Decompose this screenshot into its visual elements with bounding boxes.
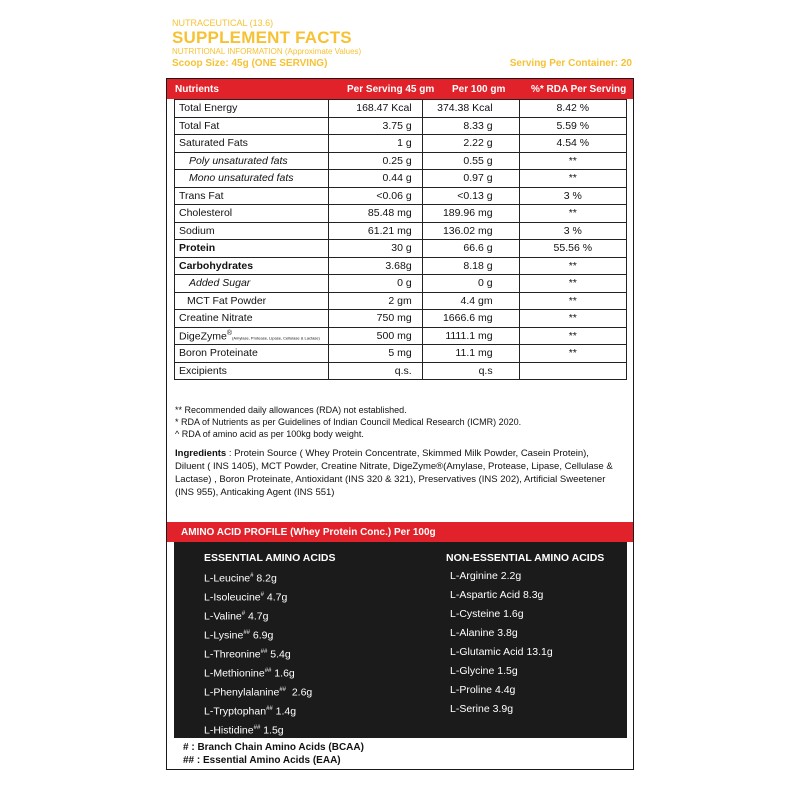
per-100-value: q.s (422, 362, 519, 380)
amino-value: 1.5g (260, 724, 284, 737)
nutrient-name: Total Energy (175, 100, 329, 118)
table-row (175, 240, 627, 258)
amino-name: L-Valine (204, 610, 242, 623)
rda-value: ** (519, 257, 626, 275)
per-serving-value: 61.21 mg (328, 222, 422, 240)
per-serving-value: 2 gm (328, 292, 422, 310)
per-100-value: 1111.1 mg (422, 327, 519, 345)
amino-name: L-Isoleucine (204, 591, 261, 604)
table-row (175, 170, 627, 188)
facts-panel (166, 78, 634, 770)
amino-value: 2.6g (286, 686, 313, 699)
nutrient-name (175, 327, 329, 345)
rda-value: ** (519, 327, 626, 345)
per-serving-value: 0.25 g (328, 152, 422, 170)
rda-value: 3 % (519, 222, 626, 240)
amino-mark: # (241, 611, 246, 617)
nutrient-name: Creatine Nitrate (175, 310, 329, 328)
amino-acid-item (204, 586, 312, 605)
per-serving-value: 168.47 Kcal (328, 100, 422, 118)
amino-acid-item (204, 700, 312, 719)
amino-name: L-Leucine (204, 572, 251, 585)
scoop-size: Scoop Size: 45g (ONE SERVING) (172, 58, 328, 69)
nonessential-list (450, 567, 553, 719)
table-row (175, 345, 627, 363)
per-100-value: 374.38 Kcal (422, 100, 519, 118)
per-100-value: 0.55 g (422, 152, 519, 170)
nutrient-name: MCT Fat Powder (175, 292, 329, 310)
per-serving-value: 750 mg (328, 310, 422, 328)
header-nutrients: Nutrients (175, 84, 219, 95)
per-serving-value: 0.44 g (328, 170, 422, 188)
nutrient-name: Excipients (175, 362, 329, 380)
digezyme-note: (Amylase, Protease, Lipase, Cellulase & Lactase) (232, 335, 320, 340)
amino-acid-block (174, 542, 627, 738)
per-100-value: 8.33 g (422, 117, 519, 135)
rda-value: ** (519, 275, 626, 293)
per-serving-value: 5 mg (328, 345, 422, 363)
amino-acid-item: L-Cysteine 1.6g (450, 608, 524, 620)
table-header (167, 79, 633, 99)
table-row (175, 292, 627, 310)
table-row (175, 275, 627, 293)
nutrient-name: Total Fat (175, 117, 329, 135)
nutrient-name: Boron Proteinate (175, 345, 329, 363)
amino-acid-item: L-Glycine 1.5g (450, 665, 518, 677)
table-row (175, 257, 627, 275)
header-rda: %* RDA Per Serving (531, 84, 627, 95)
rda-value: ** (519, 345, 626, 363)
rda-value: ** (519, 292, 626, 310)
table-row (175, 362, 627, 380)
label-header (172, 18, 632, 69)
servings-per-container: Serving Per Container: 20 (509, 58, 632, 69)
amino-value: 6.9g (250, 629, 274, 642)
rda-value: ** (519, 310, 626, 328)
rda-value: 5.59 % (519, 117, 626, 135)
header-per-100: Per 100 gm (452, 84, 506, 95)
per-100-value: 4.4 gm (422, 292, 519, 310)
amino-name: L-Methionine (204, 667, 265, 680)
rda-value: 4.54 % (519, 135, 626, 153)
per-serving-value: 500 mg (328, 327, 422, 345)
amino-value: 1.6g (271, 667, 295, 680)
amino-acid-item: L-Proline 4.4g (450, 684, 516, 696)
footnote-eaa: ## : Essential Amino Acids (EAA) (183, 755, 341, 766)
note-line: ** Recommended daily allowances (RDA) not established. (175, 405, 407, 415)
note-line: * RDA of Nutrients as per Guidelines of Indian Council Medical Research (ICMR) 2020. (175, 417, 522, 427)
per-serving-value: 85.48 mg (328, 205, 422, 223)
page-title: SUPPLEMENT FACTS (172, 28, 352, 47)
per-100-value: 2.22 g (422, 135, 519, 153)
amino-acid-item (204, 643, 312, 662)
nonessential-heading: NON-ESSENTIAL AMINO ACIDS (446, 552, 605, 564)
nutrient-name: Trans Fat (175, 187, 329, 205)
table-row (175, 327, 627, 345)
table-row (175, 152, 627, 170)
amino-value: 8.2g (253, 572, 277, 585)
amino-name: L-Phenylalanine (204, 686, 280, 699)
amino-acid-item: L-Glutamic Acid 13.1g (450, 646, 553, 658)
footnotes (183, 741, 364, 767)
table-row (175, 187, 627, 205)
subtitle-text: NUTRITIONAL INFORMATION (Approximate Values) (172, 47, 362, 56)
per-100-value: 11.1 mg (422, 345, 519, 363)
amino-name: L-Tryptophan (204, 705, 267, 718)
per-100-value: 8.18 g (422, 257, 519, 275)
amino-value: 4.7g (263, 591, 288, 604)
amino-acid-item: L-Alanine 3.8g (450, 627, 518, 639)
amino-name: L-Lysine (204, 629, 244, 642)
amino-acid-item: L-Arginine 2.2g (450, 570, 522, 582)
amino-value: 4.7g (245, 610, 269, 623)
per-100-value: 1666.6 mg (422, 310, 519, 328)
nutrient-name: Mono unsaturated fats (175, 170, 329, 188)
nutrition-table (174, 99, 627, 380)
nutrient-name: Cholesterol (175, 205, 329, 223)
nutrient-name: Sodium (175, 222, 329, 240)
rda-value: 3 % (519, 187, 626, 205)
ingredients-block (175, 447, 615, 499)
nutrient-name: Added Sugar (175, 275, 329, 293)
per-serving-value: 3.75 g (328, 117, 422, 135)
table-row (175, 310, 627, 328)
amino-mark: # (260, 592, 264, 598)
amino-value: 5.4g (267, 648, 291, 661)
per-100-value: <0.13 g (422, 187, 519, 205)
essential-list (204, 567, 312, 738)
per-serving-value: 1 g (328, 135, 422, 153)
per-serving-value: 30 g (328, 240, 422, 258)
amino-mark: ## (264, 668, 272, 674)
amino-mark: ## (243, 630, 250, 636)
nutrient-name: Saturated Fats (175, 135, 329, 153)
table-row (175, 205, 627, 223)
amino-acid-item: L-Aspartic Acid 8.3g (450, 589, 544, 601)
per-serving-value: 3.68g (328, 257, 422, 275)
rda-value: 8.42 % (519, 100, 626, 118)
ingredients-label: Ingredients (175, 448, 227, 459)
table-row (175, 135, 627, 153)
table-row (175, 100, 627, 118)
essential-heading: ESSENTIAL AMINO ACIDS (204, 552, 336, 564)
note-line: ^ RDA of amino acid as per 100kg body weight. (175, 429, 364, 439)
per-serving-value: q.s. (328, 362, 422, 380)
amino-acid-item (204, 605, 312, 624)
nutrient-name: Carbohydrates (175, 257, 329, 275)
amino-acid-item (204, 681, 312, 700)
amino-acid-title: AMINO ACID PROFILE (Whey Protein Conc.) Per 100g (181, 527, 436, 538)
amino-mark: # (250, 573, 254, 579)
nutrient-name-text: DigeZyme (179, 330, 227, 342)
per-100-value: 0.97 g (422, 170, 519, 188)
amino-acid-item: L-Serine 3.9g (450, 703, 514, 715)
nutrient-name: Poly unsaturated fats (175, 152, 329, 170)
header-per-serving: Per Serving 45 gm (347, 84, 435, 95)
footnote-bcaa: # : Branch Chain Amino Acids (BCAA) (183, 742, 364, 753)
amino-name: L-Threonine (204, 648, 261, 661)
amino-acid-item (204, 624, 312, 643)
per-100-value: 136.02 mg (422, 222, 519, 240)
amino-acid-item (204, 567, 312, 586)
table-row (175, 222, 627, 240)
amino-acid-item (204, 719, 312, 738)
category-text: NUTRACEUTICAL (13.6) (172, 18, 274, 28)
amino-name: L-Histidine (204, 724, 254, 737)
rda-value: ** (519, 205, 626, 223)
nutrient-name: Protein (175, 240, 329, 258)
amino-value: 1.4g (272, 705, 297, 718)
registered-mark: ® (226, 329, 233, 337)
ingredients-text: : Protein Source ( Whey Protein Concentrate, Skimmed Milk Powder, Casein Protein), Diluent ( INS 1405), MCT Powder, Creatine Nitrate, DigeZyme®(Amylase, Protease, Lipase, Cellulase & Lactase) , Boron Proteinate, Antioxidant (INS 320 & 321), Preservatives (INS 202), Artificial Sweetener (INS 955), Anticaking Agent (INS 551) (175, 448, 613, 498)
amino-acid-bar (167, 522, 633, 542)
per-100-value: 66.6 g (422, 240, 519, 258)
amino-mark: ## (279, 687, 286, 693)
per-serving-value: <0.06 g (328, 187, 422, 205)
per-100-value: 0 g (422, 275, 519, 293)
table-row (175, 117, 627, 135)
rda-notes (175, 404, 627, 440)
rda-value (519, 362, 626, 380)
amino-mark: ## (266, 706, 273, 712)
amino-mark: ## (253, 725, 261, 731)
rda-value: ** (519, 152, 626, 170)
per-serving-value: 0 g (328, 275, 422, 293)
rda-value: ** (519, 170, 626, 188)
rda-value: 55.56 % (519, 240, 626, 258)
amino-acid-item (204, 662, 312, 681)
per-100-value: 189.96 mg (422, 205, 519, 223)
amino-mark: ## (260, 649, 268, 655)
